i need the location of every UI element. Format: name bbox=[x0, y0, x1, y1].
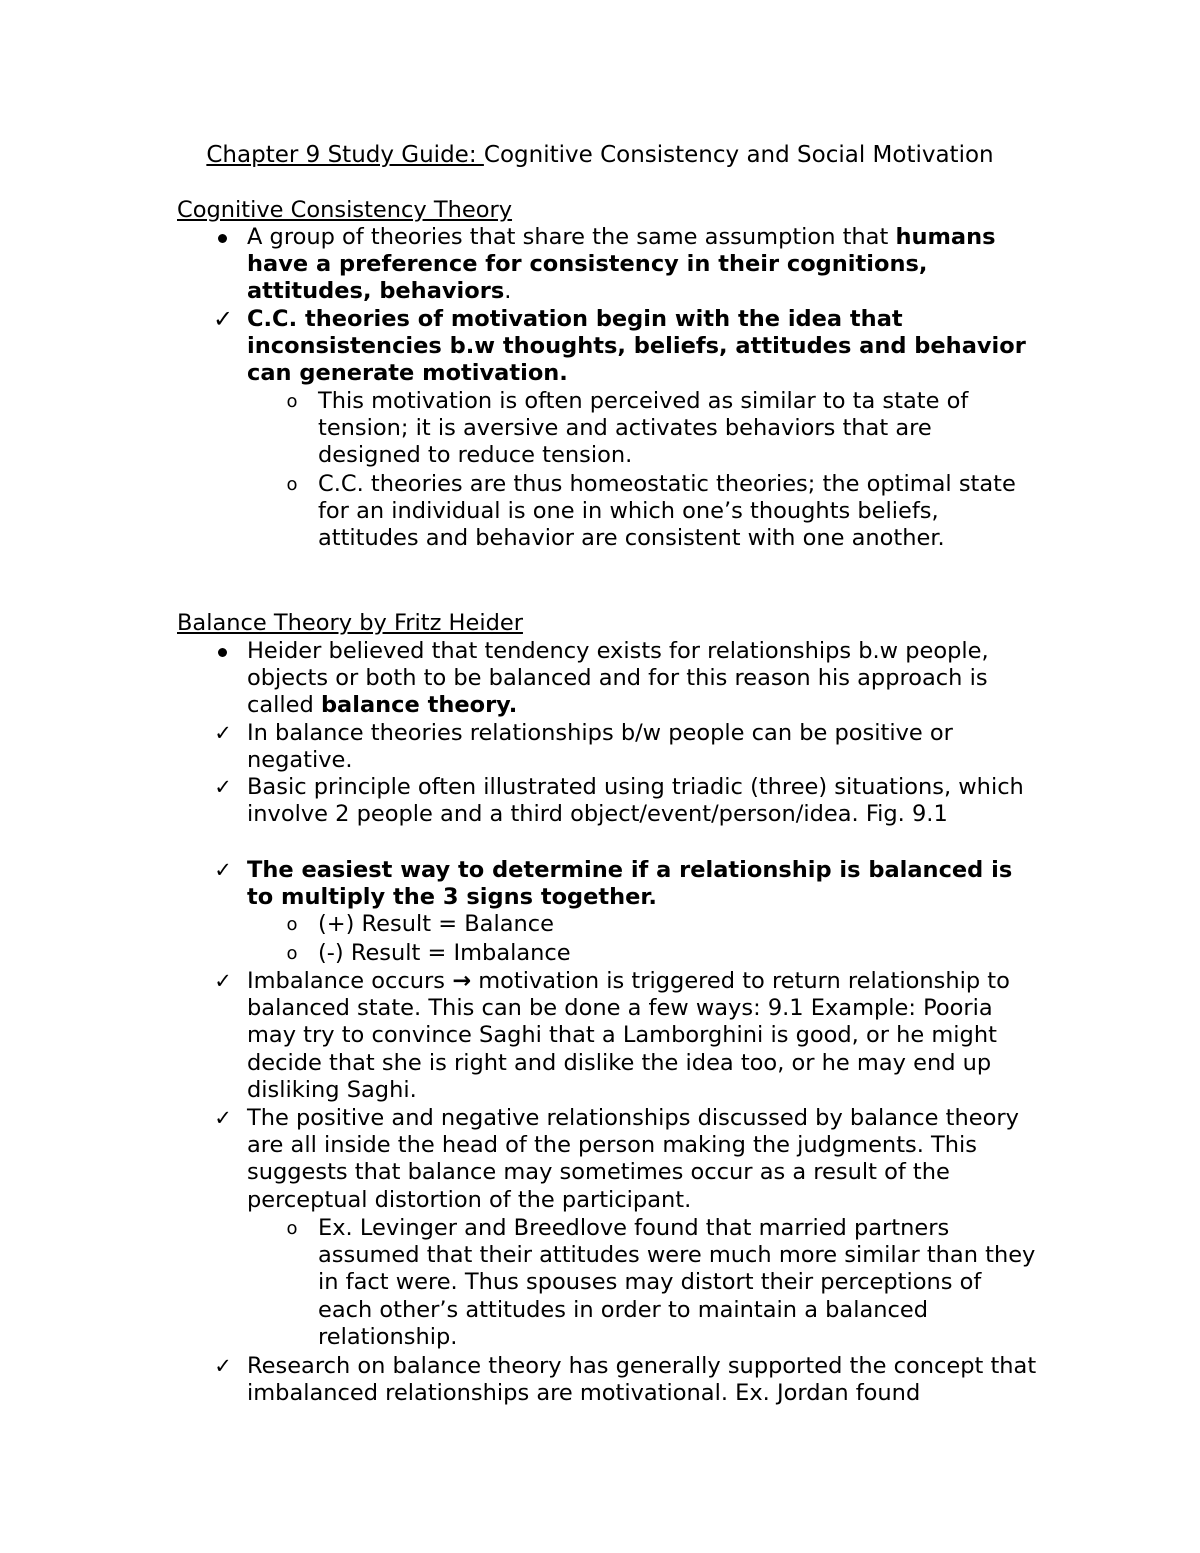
title-prefix: Chapter 9 Study Guide: bbox=[206, 142, 484, 168]
check-item-text: C.C. theories of motivation begin with the idea that inconsistencies b.w thoughts, beliefs, attitudes and behavior can generate motivation. bbox=[247, 306, 1026, 387]
sub-item-text: (-) Result = Imbalance bbox=[318, 940, 571, 966]
check-item bbox=[214, 720, 1037, 774]
sub-item bbox=[286, 940, 1038, 967]
bullet-icon bbox=[218, 648, 227, 657]
check-item bbox=[214, 968, 1037, 1104]
check-icon: ✓ bbox=[214, 1106, 232, 1130]
sub-item bbox=[286, 388, 1038, 470]
check-item-text: The easiest way to determine if a relationship is balanced is to multiply the 3 signs together. bbox=[247, 857, 1013, 911]
sub-item bbox=[286, 911, 1038, 938]
circle-bullet-icon: o bbox=[286, 474, 298, 495]
section-heading-cognitive-consistency: Cognitive Consistency Theory bbox=[177, 197, 513, 223]
check-icon: ✓ bbox=[212, 305, 234, 333]
circle-bullet-icon: o bbox=[286, 914, 298, 935]
bullet-item bbox=[247, 638, 1037, 720]
bullet-bold-text: balance theory. bbox=[320, 692, 518, 719]
circle-bullet-icon: o bbox=[286, 1218, 298, 1239]
arrow-right-icon: → bbox=[452, 968, 472, 994]
check-item-text: The positive and negative relationships discussed by balance theory are all inside the head of the person making the judgments. This suggests that balance may sometimes occur as a result of the perceptual distortion of the participant. bbox=[247, 1105, 1019, 1213]
check-item-text: Research on balance theory has generally supported the concept that imbalanced relationships are motivational. Ex. Jordan found bbox=[247, 1353, 1037, 1407]
bullet-text: A group of theories that share the same assumption that bbox=[247, 224, 896, 250]
sub-item bbox=[286, 1215, 1038, 1351]
check-item-text-cont: motivation is triggered to return relationship to balanced state. This can be done a few ways: 9.1 Example: Pooria may try to convince Saghi that a Lamborghini is good, or he might decide that she is right and dislike the idea too, or he may end up disliking Saghi. bbox=[247, 968, 1010, 1103]
bullet-text-end: . bbox=[504, 278, 512, 305]
section-heading-balance-theory: Balance Theory by Fritz Heider bbox=[177, 610, 523, 636]
check-item bbox=[214, 857, 1037, 911]
circle-bullet-icon: o bbox=[286, 391, 298, 412]
bullet-item bbox=[247, 224, 1037, 306]
check-item-text: In balance theories relationships b/w people can be positive or negative. bbox=[247, 720, 953, 774]
sub-item-text: C.C. theories are thus homeostatic theories; the optimal state for an individual is one in which one’s thoughts beliefs, attitudes and behavior are consistent with one another. bbox=[318, 471, 1016, 552]
check-icon: ✓ bbox=[214, 1354, 232, 1378]
check-icon: ✓ bbox=[214, 775, 232, 799]
circle-bullet-icon: o bbox=[286, 943, 298, 964]
sub-item-text: Ex. Levinger and Breedlove found that married partners assumed that their attitudes were much more similar than they in fact were. Thus spouses may distort their perceptions of each other’s attitudes in order to maintain a balanced relationship. bbox=[318, 1215, 1036, 1350]
check-icon: ✓ bbox=[214, 858, 232, 882]
bullet-text: Heider believed that tendency exists for relationships b.w people, objects or both to be balanced and for this reason his approach is called bbox=[247, 638, 989, 719]
check-item bbox=[214, 1353, 1037, 1407]
check-item bbox=[212, 305, 1037, 388]
check-item bbox=[214, 1105, 1037, 1214]
sub-item-text: (+) Result = Balance bbox=[318, 911, 554, 937]
check-icon: ✓ bbox=[214, 969, 232, 993]
check-icon: ✓ bbox=[214, 721, 232, 745]
check-item-text: Basic principle often illustrated using triadic (three) situations, which involve 2 people and a third object/event/person/idea. Fig. 9.1 bbox=[247, 774, 1024, 828]
sub-item-text: This motivation is often perceived as similar to ta state of tension; it is aversive and activates behaviors that are designed to reduce tension. bbox=[318, 388, 969, 469]
bullet-bold-text: humans have a preference for consistency in their cognitions, attitudes, behaviors bbox=[247, 224, 996, 305]
bullet-icon bbox=[218, 234, 227, 243]
page-title bbox=[0, 141, 1200, 169]
title-rest: Cognitive Consistency and Social Motivation bbox=[483, 142, 994, 168]
check-item-text: Imbalance occurs bbox=[247, 968, 453, 994]
sub-item bbox=[286, 471, 1038, 553]
check-item bbox=[214, 774, 1037, 828]
